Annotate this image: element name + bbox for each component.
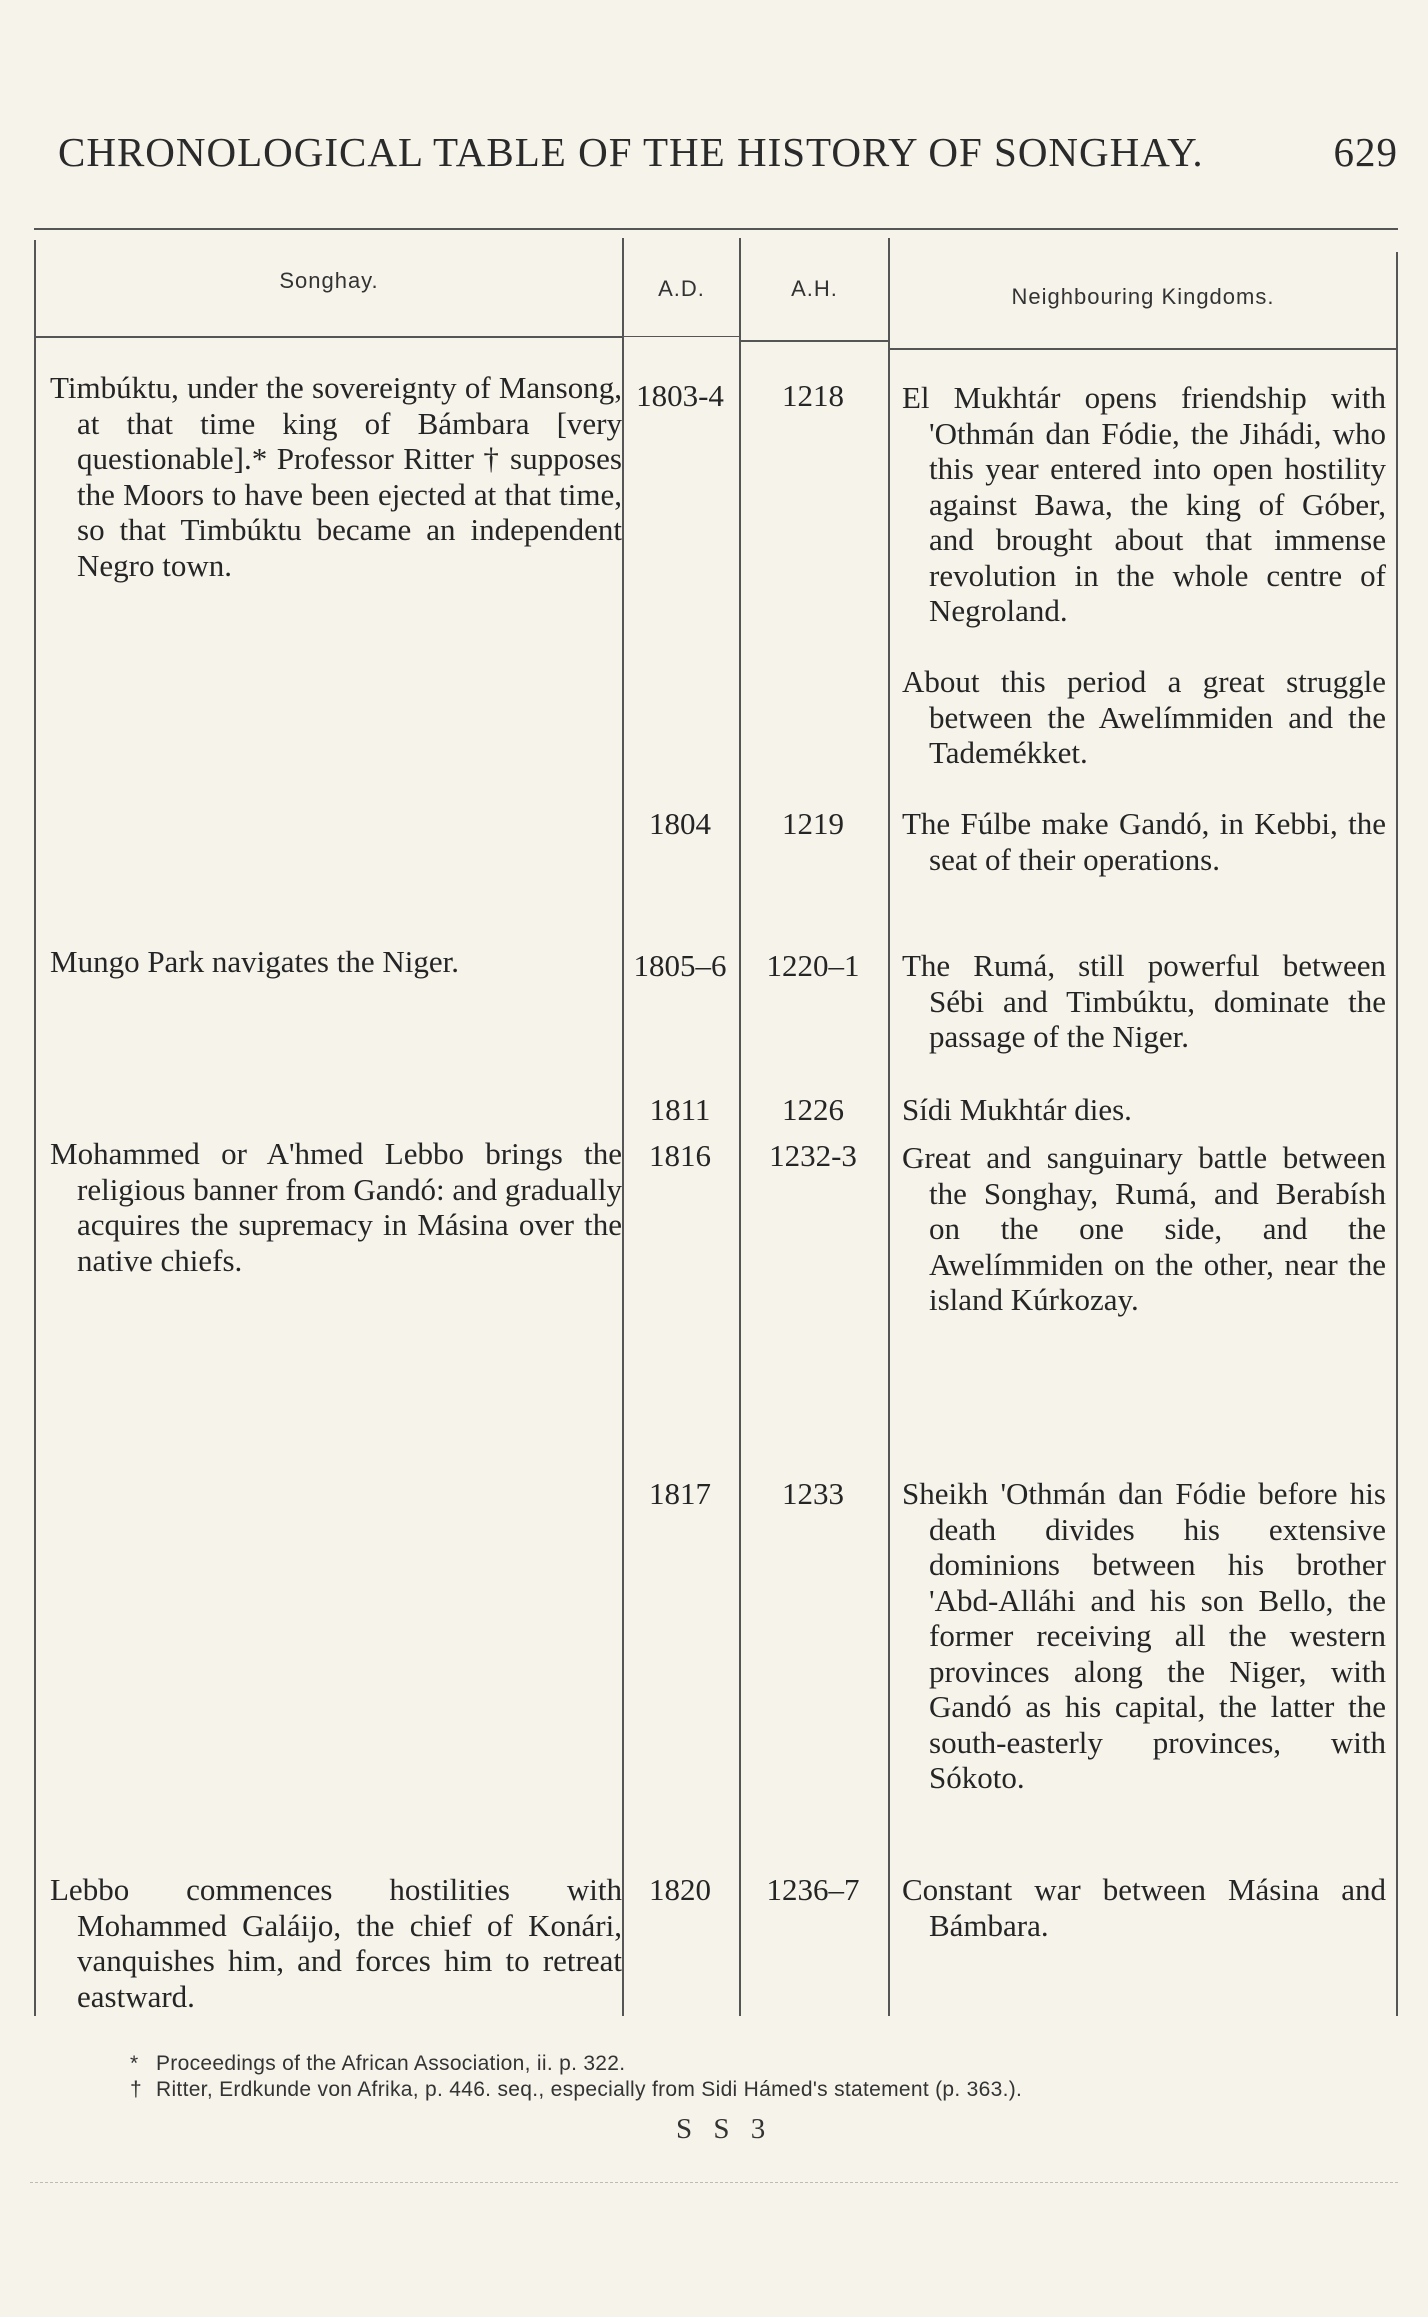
row-1816-songhay: Mohammed or A'hmed Lebbo brings the religious banner from Gandó: and gradually acquires the supremacy in Másina over the native chiefs. (50, 1136, 622, 1278)
row-1816-neighbouring: Great and sanguinary battle between the Songhay, Rumá, and Berabísh on the one side, and the Awelímmiden on the other, near the island Kúrkozay. (902, 1140, 1386, 1317)
row-1805-ah: 1220–1 (766, 948, 860, 983)
table-right-rule (1396, 252, 1398, 2016)
row-1820-ah: 1236–7 (766, 1872, 860, 1907)
column-header-neighbouring: Neighbouring Kingdoms. (1011, 284, 1275, 309)
page-number: 629 (1333, 129, 1398, 175)
table-left-rule (34, 240, 36, 2016)
page-title: CHRONOLOGICAL TABLE OF THE HISTORY OF SONGHAY. (58, 129, 1204, 175)
column-rule-ah (888, 238, 890, 2016)
row-1803-ah: 1218 (782, 378, 844, 413)
row-1820-neighbouring: Constant war between Másina and Bámbara. (902, 1872, 1386, 1943)
row-1804-ad: 1804 (649, 806, 711, 841)
row-1803-neighbouring-2: About this period a great struggle between the Awelímmiden and the Tademékket. (902, 664, 1386, 770)
footnote-1 (130, 2052, 625, 2076)
column-header-ad: A.D. (658, 276, 705, 301)
row-1816-ah: 1232-3 (769, 1138, 857, 1173)
row-1803-neighbouring: El Mukhtár opens friendship with 'Othmán dan Fódie, the Jihádi, who this year entered into open hostility against Bawa, the king of Góber, and brought about that immense revolution in the whole centre of Negroland. (902, 380, 1386, 628)
row-1804-neighbouring: The Fúlbe make Gandó, in Kebbi, the seat of their operations. (902, 806, 1386, 877)
page-header (58, 128, 1398, 176)
row-1803-songhay: Timbúktu, under the sovereignty of Mansong, at that time king of Bámbara [very questionable].* Professor Ritter † supposes the Moors to have been ejected at that time, so that Timbúktu became an independent Negro town. (50, 370, 622, 583)
header-rule-ad (624, 336, 739, 337)
footnote-1-text: Proceedings of the African Association, ii. p. 322. (156, 2052, 626, 2075)
row-1820-songhay: Lebbo commences hostilities with Mohammed Galáijo, the chief of Konári, vanquishes him, and forces him to retreat eastward. (50, 1872, 622, 2014)
row-1805-neighbouring: The Rumá, still powerful between Sébi and Timbúktu, dominate the passage of the Niger. (902, 948, 1386, 1054)
table-top-rule (34, 228, 1398, 230)
row-1805-ad: 1805–6 (633, 948, 727, 983)
column-header-ah: A.H. (791, 276, 838, 301)
page-bottom-dash (30, 2182, 1398, 2183)
chronological-table (34, 228, 1398, 2016)
row-1811-neighbouring: Sídi Mukhtár dies. (902, 1092, 1132, 1127)
signature-mark: S S 3 (676, 2113, 773, 2145)
row-1805-songhay: Mungo Park navigates the Niger. (50, 944, 459, 979)
row-1817-neighbouring: Sheikh 'Othmán dan Fódie before his death divides his extensive dominions between his brother 'Abd-Alláhi and his son Bello, the former receiving all the western provinces along the Niger, with Gandó as his capital, the latter the south-easterly provinces, with Sókoto. (902, 1476, 1386, 1795)
footnote-2-mark: † (130, 2078, 142, 2101)
footnote-1-mark: * (130, 2052, 139, 2075)
header-rule-neighbouring (890, 348, 1396, 350)
column-header-songhay: Songhay. (279, 268, 379, 293)
footnote-2-text: Ritter, Erdkunde von Afrika, p. 446. seq., especially from Sidi Hámed's statement (p. 363.). (156, 2078, 1023, 2101)
footnote-2 (130, 2078, 1022, 2102)
row-1811-ah: 1226 (782, 1092, 844, 1127)
header-rule-ah (741, 340, 888, 342)
row-1820-ad: 1820 (649, 1872, 711, 1907)
row-1804-ah: 1219 (782, 806, 844, 841)
header-rule-songhay (36, 336, 622, 338)
row-1817-ad: 1817 (649, 1476, 711, 1511)
row-1816-ad: 1816 (649, 1138, 711, 1173)
row-1803-ad: 1803-4 (636, 378, 724, 413)
row-1817-ah: 1233 (782, 1476, 844, 1511)
row-1811-ad: 1811 (649, 1092, 711, 1127)
